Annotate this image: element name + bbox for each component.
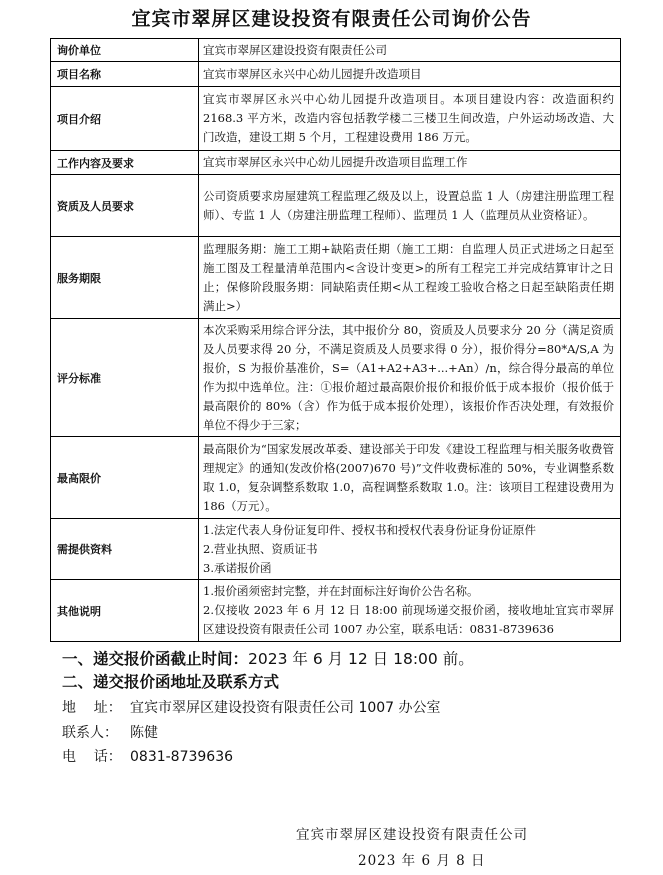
row-label: 项目介绍 <box>51 87 199 151</box>
list-item: 1.报价函须密封完整，并在封面标注好询价公告名称。 <box>203 584 479 598</box>
list-item: 1.法定代表人身份证复印件、授权书和授权代表身份证身份证原件 <box>203 522 536 537</box>
contact-person-label: 联系人： <box>62 725 118 741</box>
list-item: 3.承诺报价函 <box>203 560 272 575</box>
list-item: 2.营业执照、资质证书 <box>203 541 318 556</box>
row-value: 本次采购采用综合评分法，其中报价分 80，资质及人员要求分 20 分（满足资质及人员要求得 20 分，不满足资质及人员要求得 0 分），报价得分=80*A/S,A 为报价，S 为报价基准价，S=（A1+A2+A3+...+An）/n，综合得分最高的单位作为拟中选单位。注：①报价超过最高限价报价和报价低于成本报价（报价低于最高限价的 80%（含）作为低于成本报价处理），该报价作否决处理，有效报价单位不得少于三家； <box>199 319 621 437</box>
deadline-section <box>62 647 474 669</box>
row-label: 其他说明 <box>51 580 199 642</box>
phone-value: 0831-8739636 <box>130 749 234 765</box>
row-label: 询价单位 <box>51 39 199 62</box>
signature-company: 宜宾市翠屏区建设投资有限责任公司 <box>296 827 528 843</box>
table-row <box>51 319 621 437</box>
table-row <box>51 62 621 87</box>
list-item: 2.仅接收 2023 年 6 月 12 日 18:00 前现场递交报价函，接收地址宜宾市翠屏区建设投资有限责任公司 1007 办公室，联系电话：0831-8739636 <box>203 603 614 636</box>
row-value: 公司资质要求房屋建筑工程监理乙级及以上，设置总监 1 人（房建注册监理工程师）、专监 1 人（房建注册监理工程师）、监理员 1 人（监理员从业资格证）。 <box>199 175 621 237</box>
table-row <box>51 175 621 237</box>
page-title: 宜宾市翠屏区建设投资有限责任公司询价公告 <box>131 8 532 30</box>
row-label: 工作内容及要求 <box>51 151 199 175</box>
row-value <box>199 519 621 580</box>
row-label: 最高限价 <box>51 437 199 519</box>
address-value: 宜宾市翠屏区建设投资有限责任公司 1007 办公室 <box>130 700 441 716</box>
row-label: 需提供资料 <box>51 519 199 580</box>
table-row <box>51 519 621 580</box>
table-row <box>51 87 621 151</box>
phone-label: 电 话： <box>62 749 122 765</box>
row-value: 宜宾市翠屏区永兴中心幼儿园提升改造项目监理工作 <box>199 151 621 175</box>
row-value: 宜宾市翠屏区永兴中心幼儿园提升改造项目 <box>199 62 621 87</box>
address-section-heading: 二、递交报价函地址及联系方式 <box>62 673 280 691</box>
row-label: 评分标准 <box>51 319 199 437</box>
table-row <box>51 237 621 319</box>
row-value: 最高限价为“国家发展改革委、建设部关于印发《建设工程监理与相关服务收费管理规定》的通知(发改价格(2007)670 号)”文件收费标准的 50%，专业调整系数取 1.0，复杂调整系数取 1.0，高程调整系数取 1.0。注：该项目工程建设费用为 186（万元）。 <box>199 437 621 519</box>
notice-table <box>50 38 621 642</box>
row-value: 监理服务期：施工工期+缺陷责任期（施工工期：自监理人员正式进场之日起至施工图及工程量清单范围内<含设计变更>的所有工程完工并完成结算审计之日止；保修阶段服务期：同缺陷责任期<从工程竣工验收合格之日起至缺陷责任期满止>） <box>199 237 621 319</box>
row-value: 宜宾市翠屏区建设投资有限责任公司 <box>199 39 621 62</box>
section-heading: 一、递交报价函截止时间： <box>62 650 249 668</box>
table-row <box>51 580 621 642</box>
address-line <box>62 697 441 717</box>
table-row <box>51 39 621 62</box>
row-value: 宜宾市翠屏区永兴中心幼儿园提升改造项目。本项目建设内容：改造面积约 2168.3 平方米，改造内容包括教学楼二三楼卫生间改造，户外运动场改造、大门改造，建设工期 5 个月，工程建设费用 186 万元。 <box>199 87 621 151</box>
contact-person-line <box>62 722 158 742</box>
row-label: 资质及人员要求 <box>51 175 199 237</box>
row-label: 项目名称 <box>51 62 199 87</box>
signature-date: 2023 年 6 月 8 日 <box>358 853 486 869</box>
row-value <box>199 580 621 642</box>
table-row <box>51 437 621 519</box>
deadline-value: 2023 年 6 月 12 日 18:00 前。 <box>248 650 474 668</box>
contact-person-value: 陈健 <box>130 725 158 741</box>
phone-line <box>62 746 233 766</box>
table-row <box>51 151 621 175</box>
row-label: 服务期限 <box>51 237 199 319</box>
address-label: 地 址： <box>62 700 122 716</box>
